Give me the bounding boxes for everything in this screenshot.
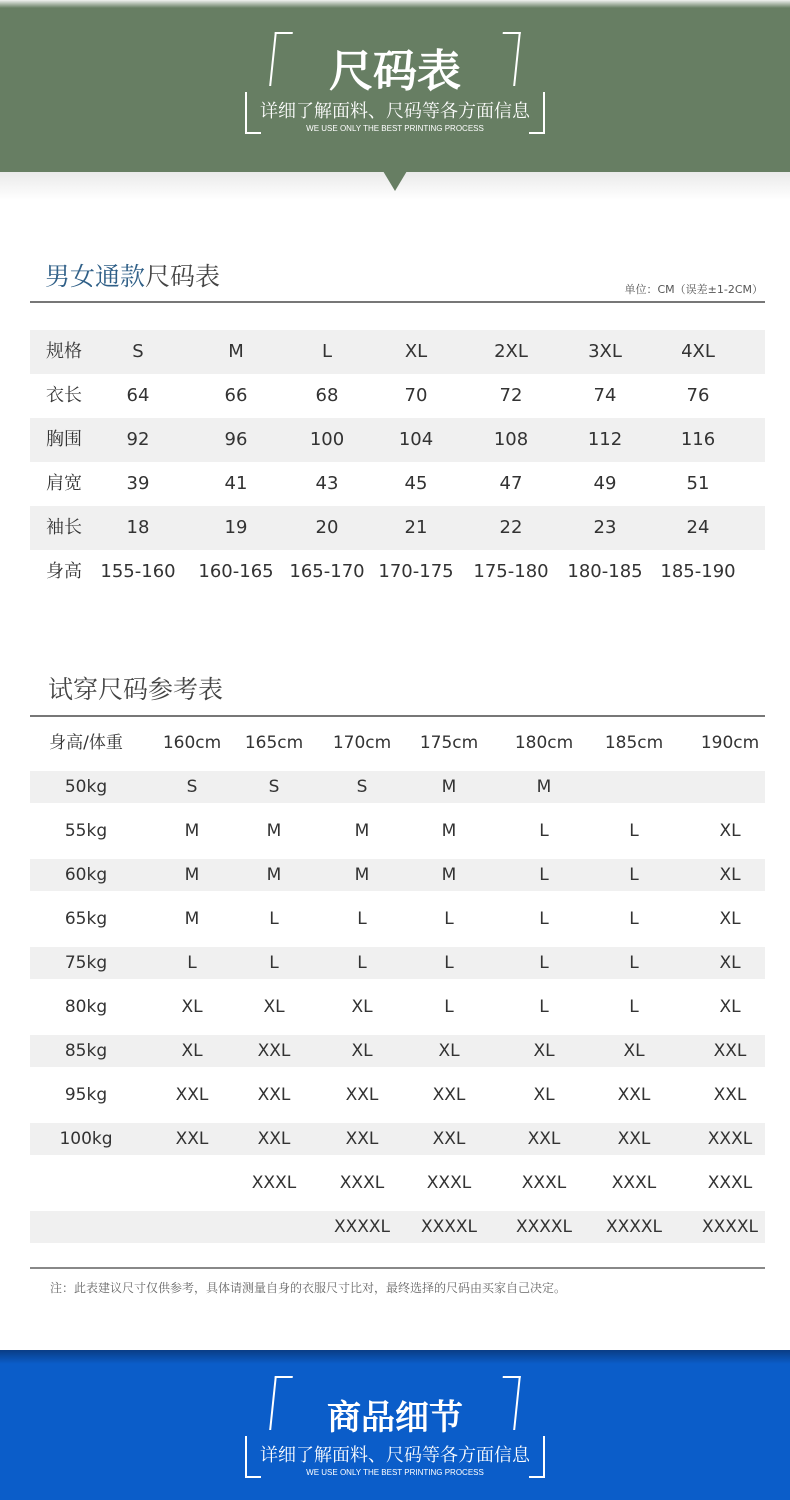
footer-tagline: WE USE ONLY THE BEST PRINTING PROCESS: [306, 1468, 484, 1477]
header-row: [30, 721, 765, 765]
table-cell: M: [441, 777, 457, 797]
table-cell: 41: [224, 473, 248, 494]
column-header: 4XL: [681, 341, 715, 362]
table-row: [30, 506, 765, 550]
table-row: [30, 1073, 765, 1117]
table-cell: 170-175: [378, 561, 454, 582]
table-cell: 116: [680, 429, 716, 450]
table-row: [30, 374, 765, 418]
table-cell: 49: [593, 473, 617, 494]
table-cell: M: [354, 821, 370, 841]
table-cell: 72: [499, 385, 523, 406]
table-cell: L: [629, 953, 639, 973]
table-cell: XXL: [713, 1041, 747, 1061]
table-cell: 155-160: [100, 561, 176, 582]
footer-banner: [0, 1350, 790, 1500]
try-on-chart-rule: [30, 715, 765, 717]
table-cell: 66: [224, 385, 248, 406]
table-row: [30, 550, 765, 594]
table-cell: XXXXL: [333, 1217, 391, 1237]
size-chart-rule: [30, 301, 765, 303]
row-label: 55kg: [64, 821, 108, 841]
table-cell: XXL: [345, 1129, 379, 1149]
table-cell: 104: [398, 429, 434, 450]
size-chart-title-accent: 男女通款: [45, 262, 146, 291]
row-label: 肩宽: [46, 473, 82, 494]
table-cell: 18: [126, 517, 150, 538]
table-cell: L: [539, 997, 549, 1017]
table-cell: XXL: [432, 1129, 466, 1149]
row-label: 胸围: [46, 429, 82, 450]
table-row: [30, 462, 765, 506]
table-cell: XXXL: [521, 1173, 567, 1193]
table-cell: 68: [315, 385, 339, 406]
table-cell: XXXL: [426, 1173, 472, 1193]
column-header: 170cm: [332, 733, 392, 753]
table-cell: XL: [533, 1041, 555, 1061]
table-row: [30, 418, 765, 462]
table-cell: XXXL: [611, 1173, 657, 1193]
table-cell: L: [269, 953, 279, 973]
footer-subtitle: 详细了解面料、尺码等各方面信息: [260, 1445, 530, 1466]
table-cell: M: [184, 909, 200, 929]
table-cell: XL: [181, 997, 203, 1017]
table-cell: L: [629, 997, 639, 1017]
table-cell: XXXXL: [515, 1217, 573, 1237]
table-row: [30, 897, 765, 941]
table-cell: L: [539, 953, 549, 973]
table-cell: 47: [499, 473, 523, 494]
table-cell: XL: [623, 1041, 645, 1061]
header-notch: [383, 171, 407, 191]
table-cell: XL: [719, 997, 741, 1017]
table-cell: XXXXL: [420, 1217, 478, 1237]
row-label: 100kg: [59, 1129, 113, 1149]
table-cell: L: [629, 865, 639, 885]
table-cell: XL: [263, 997, 285, 1017]
table-cell: L: [187, 953, 197, 973]
try-on-chart-table: [30, 721, 765, 1249]
table-cell: XXXL: [707, 1129, 753, 1149]
table-row: [30, 1211, 765, 1243]
table-cell: 165-170: [289, 561, 365, 582]
column-header: 175cm: [419, 733, 479, 753]
table-cell: 175-180: [473, 561, 549, 582]
table-cell: [584, 771, 684, 803]
table-cell: 180-185: [567, 561, 643, 582]
row-label: 75kg: [64, 953, 108, 973]
column-header: 3XL: [588, 341, 622, 362]
table-cell: L: [444, 997, 454, 1017]
table-cell: XXL: [257, 1129, 291, 1149]
table-cell: XL: [351, 997, 373, 1017]
table-cell: 108: [493, 429, 529, 450]
table-cell: XXL: [713, 1085, 747, 1105]
table-cell: 45: [404, 473, 428, 494]
table-cell: XXL: [345, 1085, 379, 1105]
row-label: 60kg: [64, 865, 108, 885]
column-header: S: [132, 341, 144, 362]
table-cell: 22: [499, 517, 523, 538]
table-cell: 74: [593, 385, 617, 406]
table-row: [30, 947, 765, 979]
table-cell: M: [184, 865, 200, 885]
table-cell: 100: [309, 429, 345, 450]
column-header: 165cm: [244, 733, 304, 753]
table-cell: L: [539, 909, 549, 929]
table-cell: XXL: [617, 1129, 651, 1149]
table-row: [30, 809, 765, 853]
footnote-rule: [30, 1267, 765, 1269]
size-chart-title: [45, 262, 220, 292]
table-cell: 160-165: [198, 561, 274, 582]
table-cell: L: [357, 909, 367, 929]
table-cell: XL: [181, 1041, 203, 1061]
table-row: [30, 1123, 765, 1155]
table-cell: M: [354, 865, 370, 885]
table-cell: XL: [533, 1085, 555, 1105]
table-cell: L: [357, 953, 367, 973]
table-cell: 51: [686, 473, 710, 494]
table-cell: XXXL: [707, 1173, 753, 1193]
table-cell: 23: [593, 517, 617, 538]
table-cell: XXL: [527, 1129, 561, 1149]
table-cell: M: [266, 821, 282, 841]
table-cell: 24: [686, 517, 710, 538]
size-chart-title-rest: 尺码表: [145, 262, 221, 291]
footer-title: 商品细节: [327, 1398, 463, 1438]
table-cell: XL: [719, 953, 741, 973]
column-header: 160cm: [162, 733, 222, 753]
table-cell: XXL: [432, 1085, 466, 1105]
table-cell: 39: [126, 473, 150, 494]
row-label: 衣长: [46, 385, 82, 406]
column-header: 180cm: [514, 733, 574, 753]
header-title: 尺码表: [329, 46, 461, 97]
table-cell: XL: [438, 1041, 460, 1061]
table-row: [30, 1035, 765, 1067]
table-cell: XXXXL: [701, 1217, 759, 1237]
table-cell: L: [444, 909, 454, 929]
table-cell: XL: [719, 821, 741, 841]
row-label: 50kg: [64, 777, 108, 797]
unit-note: 单位：CM（误差±1-2CM）: [624, 283, 763, 296]
table-cell: L: [629, 821, 639, 841]
table-cell: XL: [719, 865, 741, 885]
table-cell: XXXXL: [605, 1217, 663, 1237]
table-cell: L: [269, 909, 279, 929]
table-cell: 21: [404, 517, 428, 538]
table-cell: 96: [224, 429, 248, 450]
table-cell: 76: [686, 385, 710, 406]
table-cell: XL: [719, 909, 741, 929]
row-label: 85kg: [64, 1041, 108, 1061]
row-label: [36, 1211, 136, 1243]
table-cell: L: [444, 953, 454, 973]
table-cell: XL: [351, 1041, 373, 1061]
column-header: 规格: [46, 341, 82, 362]
row-label: 80kg: [64, 997, 108, 1017]
table-cell: S: [268, 777, 280, 797]
size-chart-table: [30, 330, 765, 594]
table-cell: M: [441, 865, 457, 885]
table-cell: L: [539, 821, 549, 841]
table-cell: M: [184, 821, 200, 841]
row-label: 袖长: [46, 517, 82, 538]
table-cell: 43: [315, 473, 339, 494]
column-header: 185cm: [604, 733, 664, 753]
column-header: L: [321, 341, 333, 362]
table-cell: 20: [315, 517, 339, 538]
table-cell: 112: [587, 429, 623, 450]
row-label: 95kg: [64, 1085, 108, 1105]
column-header: M: [228, 341, 244, 362]
header-row: [30, 330, 765, 374]
table-row: [30, 985, 765, 1029]
table-cell: 64: [126, 385, 150, 406]
table-cell: 185-190: [660, 561, 736, 582]
table-row: [30, 771, 765, 803]
table-cell: [680, 771, 780, 803]
table-cell: M: [266, 865, 282, 885]
table-cell: [224, 1211, 324, 1243]
column-header: 2XL: [494, 341, 528, 362]
column-header: 身高/体重: [49, 733, 123, 753]
table-cell: 92: [126, 429, 150, 450]
header-subtitle: 详细了解面料、尺码等各方面信息: [260, 101, 530, 122]
table-cell: 70: [404, 385, 428, 406]
table-row: [30, 1161, 765, 1205]
footnote: 注：此表建议尺寸仅供参考，具体请测量自身的衣服尺寸比对，最终选择的尺码由买家自己决定。: [50, 1281, 567, 1295]
table-cell: XXXL: [339, 1173, 385, 1193]
table-cell: L: [539, 865, 549, 885]
table-cell: XXL: [175, 1085, 209, 1105]
table-cell: S: [186, 777, 198, 797]
table-cell: XXL: [617, 1085, 651, 1105]
try-on-chart-title: 试穿尺码参考表: [48, 675, 224, 704]
table-row: [30, 859, 765, 891]
table-cell: XXL: [257, 1041, 291, 1061]
header-banner: [0, 0, 790, 200]
column-header: 190cm: [700, 733, 760, 753]
table-cell: M: [441, 821, 457, 841]
header-tagline: WE USE ONLY THE BEST PRINTING PROCESS: [306, 124, 484, 133]
column-header: XL: [404, 341, 428, 362]
row-label: 65kg: [64, 909, 108, 929]
row-label: 身高: [46, 561, 82, 582]
row-label: [36, 1161, 136, 1205]
table-cell: 19: [224, 517, 248, 538]
table-cell: M: [536, 777, 552, 797]
table-cell: S: [356, 777, 368, 797]
table-cell: L: [629, 909, 639, 929]
table-cell: XXL: [175, 1129, 209, 1149]
table-cell: XXXL: [251, 1173, 297, 1193]
table-cell: XXL: [257, 1085, 291, 1105]
